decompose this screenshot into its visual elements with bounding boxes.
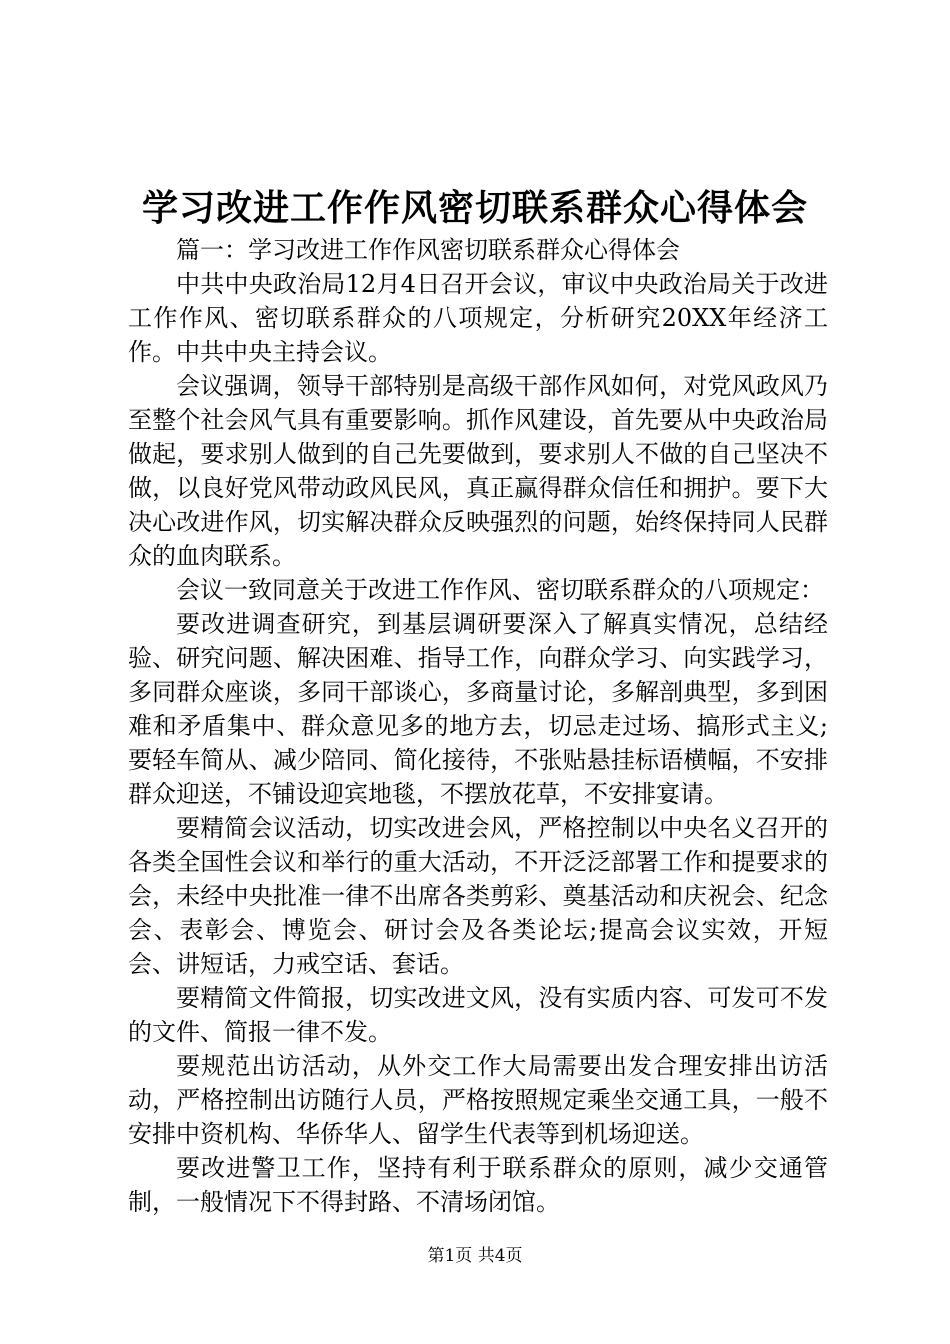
paragraph: 要精简会议活动，切实改进会风，严格控制以中央名义召开的各类全国性会议和举行的重大活动，不开泛泛部署工作和提要求的会，未经中央批准一律不出席各类剪彩、奠基活动和庆祝会、纪念会、表彰会、博览会、研讨会及各类论坛;提高会议实效，开短会、讲短话，力戒空话、套话。	[128, 814, 828, 978]
paragraph: 要改进调查研究，到基层调研要深入了解真实情况，总结经验、研究问题、解决困难、指导工作，向群众学习、向实践学习，多同群众座谈，多同干部谈心，多商量讨论，多解剖典型，多到困难和矛盾集中、群众意见多的地方去，切忌走过场、搞形式主义;要轻车简从、减少陪同、简化接待，不张贴悬挂标语横幅，不安排群众迎送，不铺设迎宾地毯，不摆放花草，不安排宴请。	[128, 610, 828, 808]
paragraph: 中共中央政治局12月4日召开会议，审议中央政治局关于改进工作作风、密切联系群众的八项规定，分析研究20XX年经济工作。中共中央主持会议。	[128, 270, 828, 366]
paragraph: 会议强调，领导干部特别是高级干部作风如何，对党风政风乃至整个社会风气具有重要影响。抓作风建设，首先要从中央政治局做起，要求别人做到的自己先要做到，要求别人不做的自己坚决不做，以良好党风带动政风民风，真正赢得群众信任和拥护。要下大决心改进作风，切实解决群众反映强烈的问题，始终保持同人民群众的血肉联系。	[128, 372, 828, 570]
document-title: 学习改进工作作风密切联系群众心得体会	[141, 187, 808, 229]
paragraph-section-heading: 篇一：学习改进工作作风密切联系群众心得体会	[176, 236, 680, 264]
paragraph: 要改进警卫工作，坚持有利于联系群众的原则，减少交通管制，一般情况下不得封路、不清场闭馆。	[128, 1154, 828, 1216]
document-body	[128, 233, 828, 1219]
paragraph: 要精简文件简报，切实改进文风，没有实质内容、可发可不发的文件、简报一律不发。	[128, 984, 828, 1046]
paragraph: 会议一致同意关于改进工作作风、密切联系群众的八项规定：	[176, 576, 824, 604]
paragraph: 要规范出访活动，从外交工作大局需要出发合理安排出访活动，严格控制出访随行人员，严格按照规定乘坐交通工具，一般不安排中资机构、华侨华人、留学生代表等到机场迎送。	[128, 1052, 828, 1148]
page-number-footer: 第1页 共4页	[427, 1246, 523, 1266]
